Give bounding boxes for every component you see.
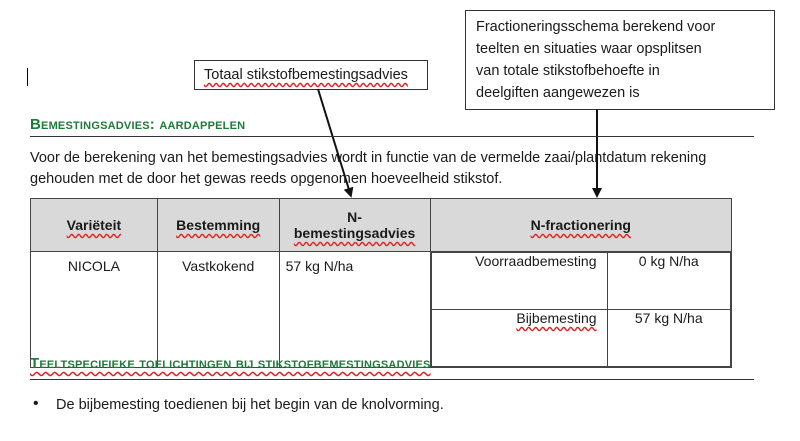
callout-fractionation-line: teelten en situaties waar opsplitsen (476, 41, 702, 57)
fraction-label: Voorraadbemesting (431, 253, 607, 310)
table-header-row (31, 199, 732, 252)
advice-table (30, 198, 732, 368)
callout-fractionation-line: van totale stikstofbehoefte in (476, 63, 660, 79)
fraction-row (431, 253, 730, 310)
intro-paragraph-line: Voor de berekening van het bemestingsadvies wordt in functie van de vermelde zaai/plantdatum rekening (30, 150, 707, 166)
intro-paragraph (30, 148, 770, 190)
callout-fractionation-line: deelgiften aangewezen is (476, 85, 640, 101)
header-destination: Bestemming (157, 199, 279, 252)
section-rule (30, 136, 754, 137)
header-n-advice (279, 199, 430, 252)
fraction-value: 57 kg N/ha (607, 310, 730, 367)
fraction-value: 0 kg N/ha (607, 253, 730, 310)
header-fractionation: N-fractionering (430, 199, 731, 252)
cell-fractionation (430, 252, 731, 368)
header-n-advice-line2: bemestingsadvies (293, 225, 416, 241)
header-n-advice-line1: N- (347, 209, 362, 225)
fraction-label: Bijbemesting (431, 310, 607, 367)
cell-variety: NICOLA (31, 252, 158, 368)
header-variety: Variëteit (31, 199, 158, 252)
bullet-text: De bijbemesting toedienen bij het begin van de knolvorming. (56, 397, 444, 413)
bullet-icon: • (33, 395, 39, 412)
section-heading-advice: Bemestingsadvies: aardappelen (30, 116, 246, 133)
cell-destination: Vastkokend (157, 252, 279, 368)
fraction-row (431, 310, 730, 367)
table-row (31, 252, 732, 368)
section-rule (30, 379, 754, 380)
callout-total-advice-text: Totaal stikstofbemestingsadvies (204, 67, 408, 83)
intro-paragraph-line: gehouden met de door het gewas reeds opgenomen hoeveelheid stikstof. (30, 171, 503, 187)
section-heading-explanations: Teeltspecifieke toelichtingen bij stikstofbemestingsadvies (30, 355, 431, 372)
cell-n-advice: 57 kg N/ha (279, 252, 430, 368)
callout-fractionation-line: Fractioneringsschema berekend voor (476, 19, 716, 35)
